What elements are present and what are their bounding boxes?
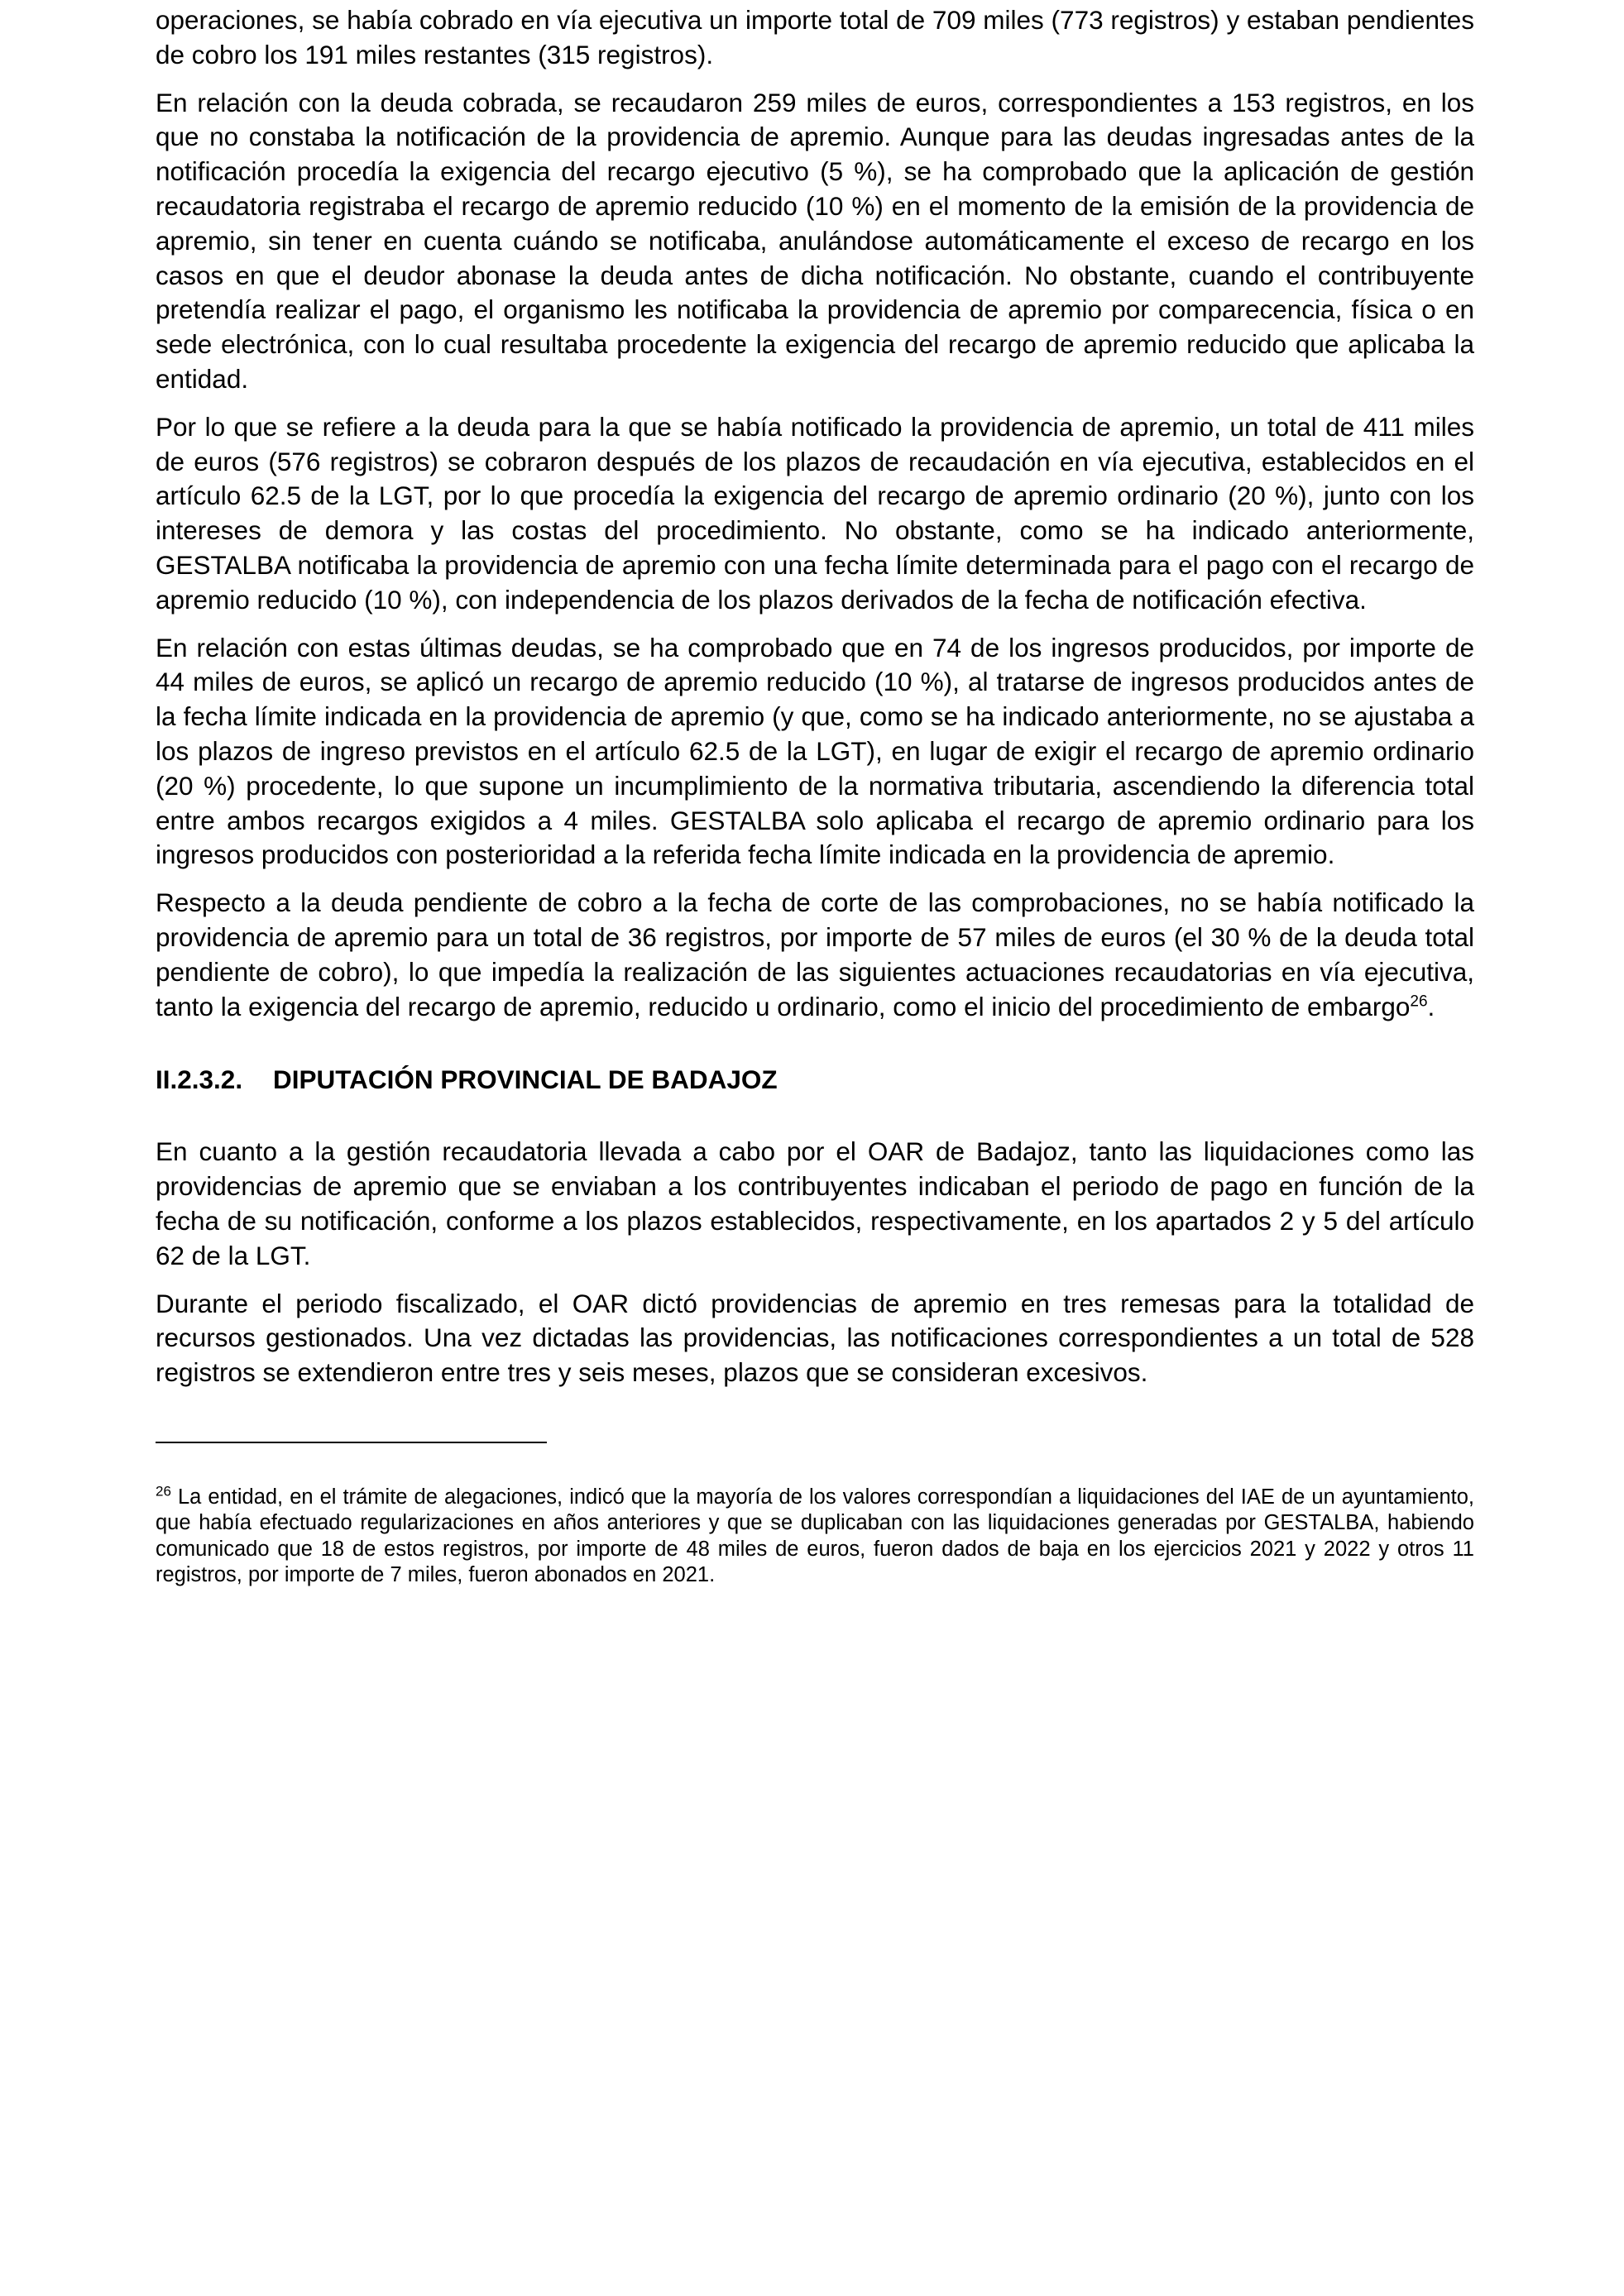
footnote-26 — [156, 1485, 1474, 1589]
paragraph-oar-badajoz: En cuanto a la gestión recaudatoria llevada a cabo por el OAR de Badajoz, tanto las liquidaciones como las providencias de apremio que se enviaban a los contribuyentes indicaban el periodo de pago en función de la fecha de su notificación, conforme a los plazos establecidos, respectivamente, en los apartados 2 y 5 del artículo 62 de la LGT. — [156, 1136, 1474, 1270]
section-title: DIPUTACIÓN PROVINCIAL DE BADAJOZ — [273, 1064, 778, 1095]
paragraph-ultimas-deudas: En relación con estas últimas deudas, se ha comprobado que en 74 de los ingresos producidos, por importe de 44 miles de euros, se aplicó un recargo de apremio reducido (10 %), al tratarse de ingresos producidos antes de la fecha límite indicada en la providencia de apremio (y que, como se ha indicado anteriormente, no se ajustaba a los plazos de ingreso previstos en el artículo 62.5 de la LGT), en lugar de exigir el recargo de apremio ordinario (20 %) procedente, lo que supone un incumplimiento de la normativa tributaria, ascendiendo la diferencia total entre ambos recargos exigidos a 4 miles. GESTALBA solo aplicaba el recargo de apremio ordinario para los ingresos producidos con posterioridad a la referida fecha límite indicada en la providencia de apremio. — [156, 632, 1474, 870]
footnote-text: La entidad, en el trámite de alegaciones, indicó que la mayoría de los valores correspondían a liquidaciones del IAE de un ayuntamiento, que había efectuado regularizaciones en años anteriores y que se duplicaban con las liquidaciones generadas por GESTALBA, habiendo comunicado que 18 de estos registros, por importe de 48 miles de euros, fueron dados de baja en los ejercicios 2021 y 2022 y otros 11 registros, por importe de 7 miles, fueron abonados en 2021. — [156, 1485, 1474, 1587]
section-heading — [156, 1062, 1474, 1097]
paragraph-continuation: operaciones, se había cobrado en vía ejecutiva un importe total de 709 miles (773 registros) y estaban pendientes de cobro los 191 miles restantes (315 registros). — [156, 5, 1474, 69]
paragraph-periodo-fiscalizado: Durante el periodo fiscalizado, el OAR dictó providencias de apremio en tres remesas para la totalidad de recursos gestionados. Una vez dictadas las providencias, las notificaciones correspondientes a un total de 528 registros se extendieron entre tres y seis meses, plazos que se consideran excesivos. — [156, 1288, 1474, 1388]
paragraph-deuda-pendiente — [156, 886, 1474, 1024]
footnote-number: 26 — [156, 1483, 171, 1500]
paragraph-deuda-notificada: Por lo que se refiere a la deuda para la que se había notificado la providencia de apremio, un total de 411 miles de euros (576 registros) se cobraron después de los plazos de recaudación en vía ejecutiva, establecidos en el artículo 62.5 de la LGT, por lo que procedía la exigencia del recargo de apremio ordinario (20 %), junto con los intereses de demora y las costas del procedimiento. No obstante, como se ha indicado anteriormente, GESTALBA notificaba la providencia de apremio con una fecha límite determinada para el pago con el recargo de apremio reducido (10 %), con independencia de los plazos derivados de la fecha de notificación efectiva. — [156, 411, 1474, 615]
footnote-reference[interactable]: 26 — [1410, 993, 1428, 1011]
paragraph-deuda-cobrada: En relación con la deuda cobrada, se recaudaron 259 miles de euros, correspondientes a 153 registros, en los que no constaba la notificación de la providencia de apremio. Aunque para las deudas ingresadas antes de la notificación procedía la exigencia del recargo ejecutivo (5 %), se ha comprobado que la aplicación de gestión recaudatoria registraba el recargo de apremio reducido (10 %) en el momento de la emisión de la providencia de apremio, sin tener en cuenta cuándo se notificaba, anulándose automáticamente el exceso de recargo en los casos en que el deudor abonase la deuda antes de dicha notificación. No obstante, cuando el contribuyente pretendía realizar el pago, el organismo les notificaba la providencia de apremio por comparecencia, física o en sede electrónica, con lo cual resultaba procedente la exigencia del recargo de apremio reducido que aplicaba la entidad. — [156, 87, 1474, 394]
paragraph-text: Respecto a la deuda pendiente de cobro a la fecha de corte de las comprobaciones, no se había notificado la providencia de apremio para un total de 36 registros, por importe de 57 miles de euros (el 30 % de la deuda total pendiente de cobro), lo que impedía la realización de las siguientes actuaciones recaudatorias en vía ejecutiva, tanto la exigencia del recargo de apremio, reducido u ordinario, como el inicio del procedimiento de embargo — [156, 887, 1474, 1021]
document-page — [156, 3, 1474, 1589]
section-number: II.2.3.2. — [156, 1064, 243, 1095]
footnote-divider — [156, 1442, 547, 1443]
paragraph-tail: . — [1427, 991, 1435, 1021]
